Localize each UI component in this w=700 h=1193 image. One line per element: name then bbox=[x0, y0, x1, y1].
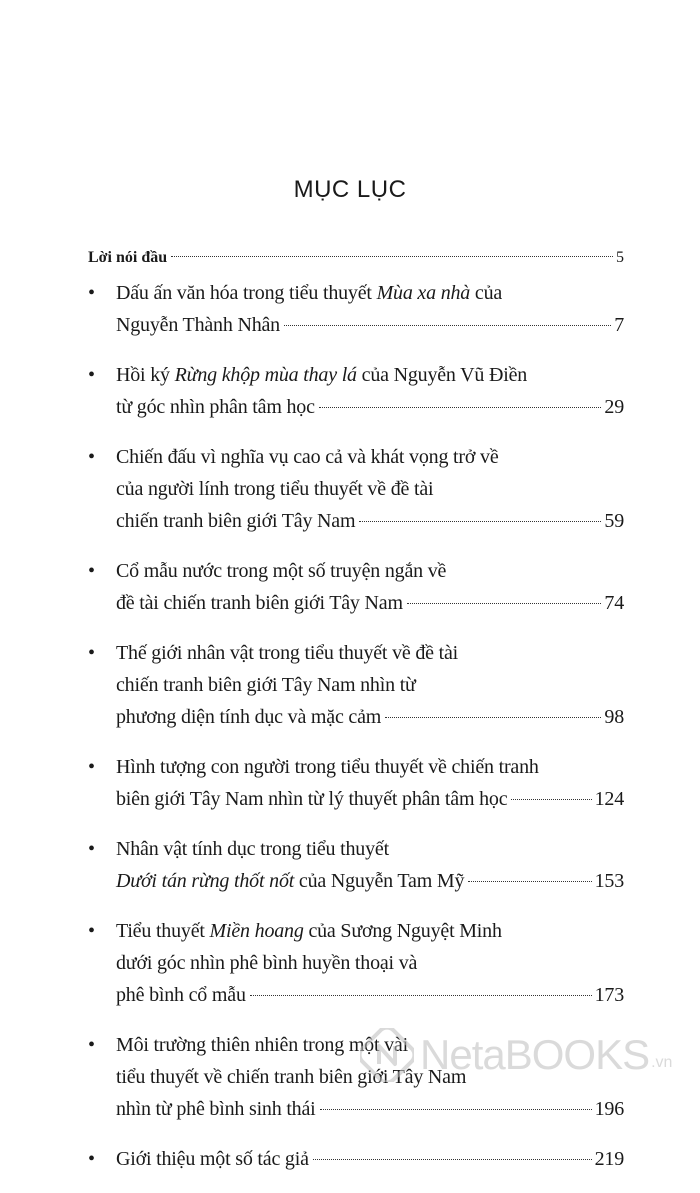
toc-entry-text bbox=[116, 560, 446, 582]
work-title: Mùa xa nhà bbox=[376, 282, 471, 304]
toc-entry-last-line bbox=[116, 309, 624, 341]
toc-entry-last-line bbox=[116, 587, 624, 619]
entry-text-segment: của Nguyễn Vũ Điền bbox=[356, 364, 528, 386]
toc-entry-text bbox=[116, 446, 499, 468]
toc-page-number: 173 bbox=[594, 984, 624, 1006]
bullet-icon: • bbox=[88, 1148, 96, 1170]
work-title: Miền hoang bbox=[209, 920, 304, 942]
toc-entry-line bbox=[116, 751, 624, 783]
entry-text-segment: của Nguyễn Tam Mỹ bbox=[294, 870, 465, 892]
toc-entry-line bbox=[116, 669, 624, 701]
watermark-suffix: .vn bbox=[651, 1054, 673, 1071]
leader-dots bbox=[320, 1109, 592, 1110]
leader-dots bbox=[468, 881, 591, 882]
toc-entry-line bbox=[116, 473, 624, 505]
toc-entry-text bbox=[116, 587, 403, 619]
entry-text-segment: Dấu ấn văn hóa trong tiểu thuyết bbox=[116, 282, 377, 304]
toc-entry-line bbox=[116, 637, 624, 669]
toc-entry-text bbox=[116, 478, 433, 500]
toc-page-number: 153 bbox=[594, 870, 624, 892]
work-title: Dưới tán rừng thốt nốt bbox=[116, 870, 295, 892]
bullet-icon: • bbox=[88, 560, 96, 582]
toc-page-number: 196 bbox=[594, 1098, 624, 1120]
toc-entry-text bbox=[116, 309, 280, 341]
toc-entry-line bbox=[116, 947, 624, 979]
entry-text-segment: của người lính trong tiểu thuyết về đề tài bbox=[116, 478, 434, 500]
bullet-icon: • bbox=[88, 642, 96, 664]
toc-entry-line bbox=[116, 441, 624, 473]
toc-entry-text bbox=[116, 838, 389, 860]
toc-page-number: 98 bbox=[604, 706, 624, 728]
leader-dots bbox=[359, 521, 601, 522]
bullet-icon: • bbox=[88, 920, 96, 942]
toc-entry-last-line bbox=[116, 391, 624, 423]
watermark-text: NetaBOOKS bbox=[420, 1031, 650, 1078]
entry-text-segment: Nhân vật tính dục trong tiểu thuyết bbox=[116, 838, 389, 860]
toc-page-number: 74 bbox=[604, 592, 624, 614]
leader-dots bbox=[319, 407, 602, 408]
entry-text-segment: của Sương Nguyệt Minh bbox=[303, 920, 502, 942]
entry-text-segment: chiến tranh biên giới Tây Nam bbox=[116, 510, 356, 532]
entry-text-segment: Môi trường thiên nhiên trong một vài bbox=[116, 1034, 408, 1056]
toc-entry-text bbox=[116, 391, 315, 423]
toc-entry bbox=[88, 915, 624, 1011]
bullet-icon: • bbox=[88, 364, 96, 386]
toc-preface-label: Lời nói đầu bbox=[88, 249, 168, 266]
entry-text-segment: Thế giới nhân vật trong tiểu thuyết về đề tài bbox=[116, 642, 459, 664]
toc-page-number: 219 bbox=[594, 1148, 624, 1170]
leader-dots bbox=[313, 1159, 592, 1160]
toc-entry-last-line bbox=[116, 1093, 624, 1125]
toc-entry-text bbox=[116, 282, 502, 304]
toc-preface-row bbox=[88, 245, 624, 271]
bullet-icon: • bbox=[88, 282, 96, 304]
entry-text-segment: dưới góc nhìn phê bình huyền thoại và bbox=[116, 952, 418, 974]
leader-dots bbox=[171, 256, 613, 257]
toc-entry bbox=[88, 359, 624, 423]
entry-text-segment: tiểu thuyết về chiến tranh biên giới Tây Nam bbox=[116, 1066, 467, 1088]
toc-entry-text bbox=[116, 674, 416, 696]
entry-text-segment: Nguyễn Thành Nhân bbox=[116, 314, 280, 336]
entry-text-segment: đề tài chiến tranh biên giới Tây Nam bbox=[116, 592, 403, 614]
toc-entry bbox=[88, 833, 624, 897]
leader-dots bbox=[511, 799, 591, 800]
toc-entry-text bbox=[116, 1143, 309, 1175]
toc-entry-last-line bbox=[116, 979, 624, 1011]
leader-dots bbox=[407, 603, 602, 604]
toc-entry-text bbox=[116, 920, 502, 942]
entry-text-segment: Cổ mẫu nước trong một số truyện ngắn về bbox=[116, 560, 447, 582]
toc-entry-text bbox=[116, 865, 464, 897]
netabooks-logo-icon bbox=[360, 1028, 414, 1082]
bullet-icon: • bbox=[88, 446, 96, 468]
work-title: Rừng khộp mùa thay lá bbox=[174, 364, 357, 386]
bullet-icon: • bbox=[88, 756, 96, 778]
toc-entry-last-line bbox=[116, 783, 624, 815]
toc-entry-text bbox=[116, 952, 417, 974]
entry-text-segment: Hình tượng con người trong tiểu thuyết về chiến tranh bbox=[116, 756, 539, 778]
toc-entry bbox=[88, 637, 624, 733]
toc-entry-text bbox=[116, 364, 527, 386]
toc-entry-text bbox=[116, 979, 246, 1011]
toc-entry-last-line bbox=[116, 701, 624, 733]
entry-text-segment: Tiểu thuyết bbox=[116, 920, 210, 942]
entry-text-segment: từ góc nhìn phân tâm học bbox=[116, 396, 315, 418]
toc-entry-text bbox=[116, 642, 458, 664]
toc-page-number: 5 bbox=[616, 249, 624, 266]
toc-entry-line bbox=[116, 359, 624, 391]
entry-text-segment: chiến tranh biên giới Tây Nam nhìn từ bbox=[116, 674, 416, 696]
bullet-icon: • bbox=[88, 1034, 96, 1056]
leader-dots bbox=[284, 325, 611, 326]
toc-entry-text bbox=[116, 783, 507, 815]
toc-entry bbox=[88, 1143, 624, 1175]
toc-entry-line bbox=[116, 833, 624, 865]
entry-text-segment: phê bình cổ mẫu bbox=[116, 984, 246, 1006]
bullet-icon: • bbox=[88, 838, 96, 860]
toc-entry-last-line bbox=[116, 865, 624, 897]
toc-entry bbox=[88, 277, 624, 341]
leader-dots bbox=[385, 717, 601, 718]
toc-page-number: 7 bbox=[614, 314, 624, 336]
entry-text-segment: Giới thiệu một số tác giả bbox=[116, 1148, 309, 1170]
toc-entry bbox=[88, 555, 624, 619]
entry-text-segment: nhìn từ phê bình sinh thái bbox=[116, 1098, 316, 1120]
toc-entry-text bbox=[116, 1093, 316, 1125]
entry-text-segment: Chiến đấu vì nghĩa vụ cao cả và khát vọng trở về bbox=[116, 446, 499, 468]
toc-entry-last-line bbox=[116, 505, 624, 537]
toc-entry-text bbox=[116, 505, 355, 537]
entry-text-segment: biên giới Tây Nam nhìn từ lý thuyết phân tâm học bbox=[116, 788, 508, 810]
toc-entry-line bbox=[116, 555, 624, 587]
toc-entry-text bbox=[116, 701, 381, 733]
toc-entry-line bbox=[116, 915, 624, 947]
toc-page-number: 59 bbox=[604, 510, 624, 532]
toc-entry bbox=[88, 441, 624, 537]
toc-entry-last-line bbox=[116, 1143, 624, 1175]
entry-text-segment: Hồi ký bbox=[116, 364, 175, 386]
entry-text-segment: của bbox=[470, 282, 503, 304]
entry-text-segment: phương diện tính dục và mặc cảm bbox=[116, 706, 382, 728]
page-title: MỤC LỤC bbox=[293, 176, 407, 203]
toc-page-number: 29 bbox=[604, 396, 624, 418]
toc-entry bbox=[88, 751, 624, 815]
toc-entry-line bbox=[116, 277, 624, 309]
leader-dots bbox=[250, 995, 592, 996]
toc-page-number: 124 bbox=[594, 788, 624, 810]
watermark bbox=[360, 1028, 672, 1082]
toc-entry-text bbox=[116, 756, 539, 778]
